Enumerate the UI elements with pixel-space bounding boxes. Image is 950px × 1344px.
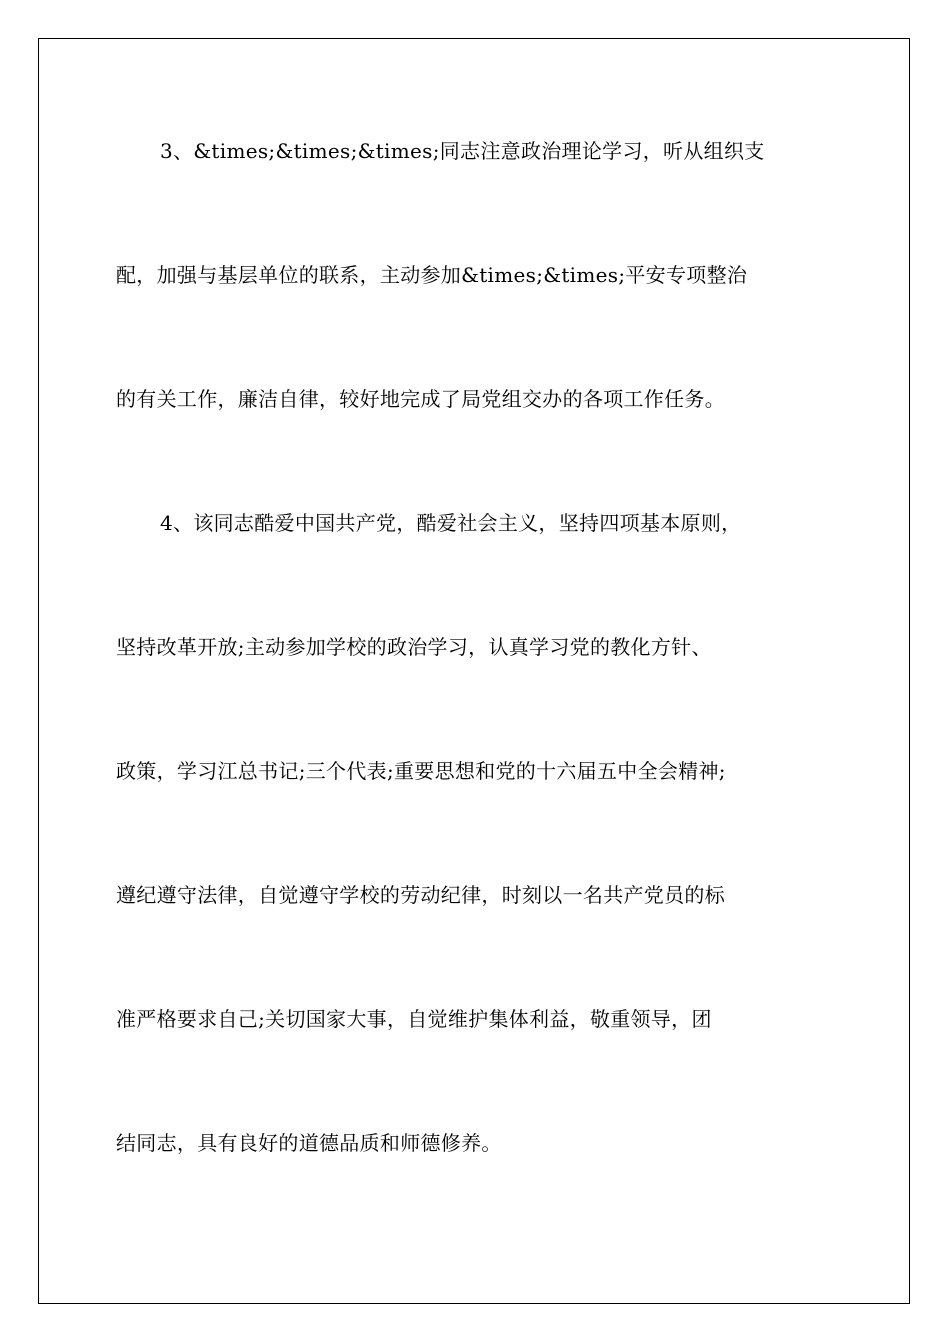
paragraph-4-line-6: 结同志，具有良好的道德品质和师德修养。 — [116, 1131, 502, 1155]
paragraph-3-line-2: 配，加强与基层单位的联系，主动参加&times;&times;平安专项整治 — [116, 263, 748, 287]
paragraph-4-line-5: 准严格要求自己;关切国家大事，自觉维护集体利益，敬重领导，团 — [116, 1007, 712, 1031]
paragraph-4-line-1: 4、该同志酷爱中国共产党，酷爱社会主义，坚持四项基本原则， — [160, 511, 742, 535]
page-frame — [38, 38, 910, 1304]
paragraph-4-line-4: 遵纪遵守法律，自觉遵守学校的劳动纪律，时刻以一名共产党员的标 — [116, 883, 725, 907]
paragraph-3-line-3: 的有关工作，廉洁自律，较好地完成了局党组交办的各项工作任务。 — [116, 387, 725, 411]
paragraph-4-line-3: 政策，学习江总书记;三个代表;重要思想和党的十六届五中全会精神; — [116, 759, 726, 783]
paragraph-3-line-1: 3、&times;&times;&times;同志注意政治理论学习，听从组织支 — [160, 139, 765, 163]
paragraph-4-line-2: 坚持改革开放;主动参加学校的政治学习，认真学习党的教化方针、 — [116, 635, 712, 659]
